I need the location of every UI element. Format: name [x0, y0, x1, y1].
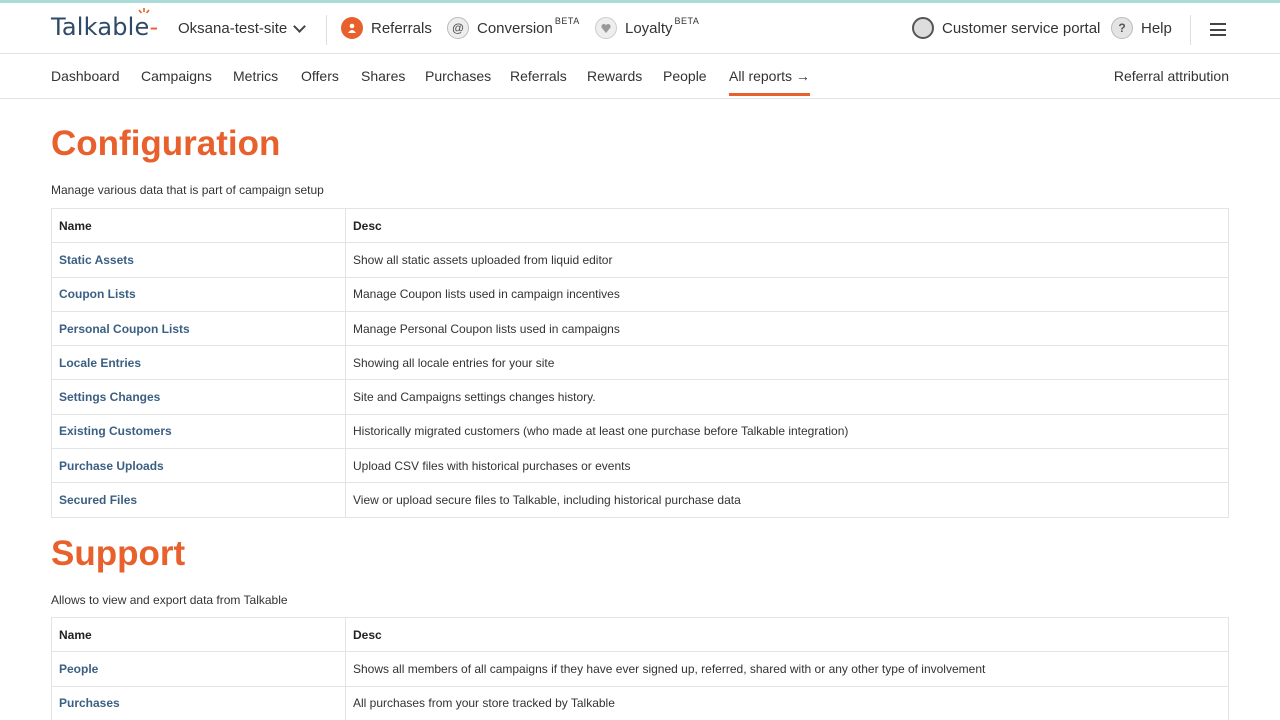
table-row: [52, 449, 1229, 483]
logo-text: Talkable: [51, 13, 150, 41]
support-title: Support: [51, 534, 186, 573]
report-link-locale-entries[interactable]: Locale Entries: [52, 346, 346, 380]
product-label: Loyalty $^{BETA}$: [625, 16, 700, 37]
report-desc: Manage Personal Coupon lists used in campaigns: [346, 311, 1229, 345]
logo-spark-icon: [137, 7, 151, 17]
column-header-desc: Desc: [346, 618, 1229, 652]
product-conversion[interactable]: [447, 17, 580, 39]
hamburger-menu-icon[interactable]: [1210, 23, 1226, 36]
configuration-description: Manage various data that is part of campaign setup: [51, 183, 324, 197]
beta-badge: BETA: [674, 16, 700, 26]
table-row: [52, 277, 1229, 311]
report-desc: All purchases from your store tracked by Talkable: [346, 686, 1229, 720]
report-link-secured-files[interactable]: Secured Files: [52, 483, 346, 517]
report-desc: Show all static assets uploaded from liquid editor: [346, 243, 1229, 277]
column-header-desc: Desc: [346, 209, 1229, 243]
report-link-existing-customers[interactable]: Existing Customers: [52, 414, 346, 448]
loyalty-icon: [595, 17, 617, 39]
beta-badge: BETA: [554, 16, 580, 26]
header-divider: [1190, 15, 1191, 45]
nav-purchases[interactable]: Purchases: [425, 68, 492, 84]
nav-referral-attribution[interactable]: Referral attribution: [1113, 68, 1229, 84]
help-label: Help: [1141, 19, 1172, 37]
report-desc: Showing all locale entries for your site: [346, 346, 1229, 380]
product-label: Conversion $^{BETA}$: [477, 16, 580, 37]
chevron-down-icon: [293, 20, 306, 33]
nav-metrics[interactable]: Metrics: [233, 68, 279, 84]
top-bar: [0, 3, 1280, 54]
talkable-logo[interactable]: [51, 13, 158, 41]
table-row: [52, 414, 1229, 448]
report-desc: Upload CSV files with historical purchases or events: [346, 449, 1229, 483]
configuration-table: [51, 208, 1229, 518]
header-divider: [326, 15, 327, 45]
table-row: [52, 346, 1229, 380]
help-link[interactable]: [1111, 17, 1172, 39]
report-link-purchases[interactable]: Purchases: [52, 686, 346, 720]
nav-all-reports[interactable]: All reports →: [729, 68, 810, 96]
site-selector[interactable]: [178, 20, 304, 37]
support-description: Allows to view and export data from Talkable: [51, 593, 288, 607]
configuration-title: Configuration: [51, 124, 281, 163]
nav-referrals[interactable]: Referrals: [510, 68, 567, 84]
table-row: [52, 652, 1229, 686]
main-nav: [0, 55, 1280, 99]
logo-dash: -: [149, 13, 159, 41]
nav-offers[interactable]: Offers: [301, 68, 339, 84]
conversion-icon: @: [447, 17, 469, 39]
report-desc: Manage Coupon lists used in campaign incentives: [346, 277, 1229, 311]
table-row: [52, 483, 1229, 517]
product-label: Referrals: [371, 19, 432, 37]
csp-label: Customer service portal: [942, 19, 1101, 37]
report-link-static-assets[interactable]: Static Assets: [52, 243, 346, 277]
product-referrals[interactable]: [341, 17, 432, 39]
nav-shares[interactable]: Shares: [361, 68, 406, 84]
nav-campaigns[interactable]: Campaigns: [141, 68, 212, 84]
table-header-row: [52, 618, 1229, 652]
report-link-coupon-lists[interactable]: Coupon Lists: [52, 277, 346, 311]
nav-rewards[interactable]: Rewards: [587, 68, 643, 84]
product-loyalty[interactable]: [595, 17, 699, 39]
table-header-row: [52, 209, 1229, 243]
nav-people[interactable]: People: [663, 68, 707, 84]
report-desc: Site and Campaigns settings changes history.: [346, 380, 1229, 414]
arrow-right-icon: →: [795, 68, 810, 84]
help-icon: ?: [1111, 17, 1133, 39]
table-row: [52, 311, 1229, 345]
customer-service-portal-link[interactable]: [912, 17, 1100, 39]
report-desc: Shows all members of all campaigns if they have ever signed up, referred, shared with or any other type of involvement: [346, 652, 1229, 686]
column-header-name: Name: [52, 618, 346, 652]
report-link-purchase-uploads[interactable]: Purchase Uploads: [52, 449, 346, 483]
report-link-settings-changes[interactable]: Settings Changes: [52, 380, 346, 414]
table-row: [52, 380, 1229, 414]
report-desc: View or upload secure files to Talkable, including historical purchase data: [346, 483, 1229, 517]
support-table: [51, 617, 1229, 720]
report-link-personal-coupon-lists[interactable]: Personal Coupon Lists: [52, 311, 346, 345]
table-row: [52, 243, 1229, 277]
nav-dashboard[interactable]: Dashboard: [51, 68, 120, 84]
report-link-people[interactable]: People: [52, 652, 346, 686]
site-name: Oksana-test-site: [178, 20, 288, 37]
table-row: [52, 686, 1229, 720]
column-header-name: Name: [52, 209, 346, 243]
portal-icon: [912, 17, 934, 39]
report-desc: Historically migrated customers (who made at least one purchase before Talkable integration): [346, 414, 1229, 448]
referrals-icon: [341, 17, 363, 39]
